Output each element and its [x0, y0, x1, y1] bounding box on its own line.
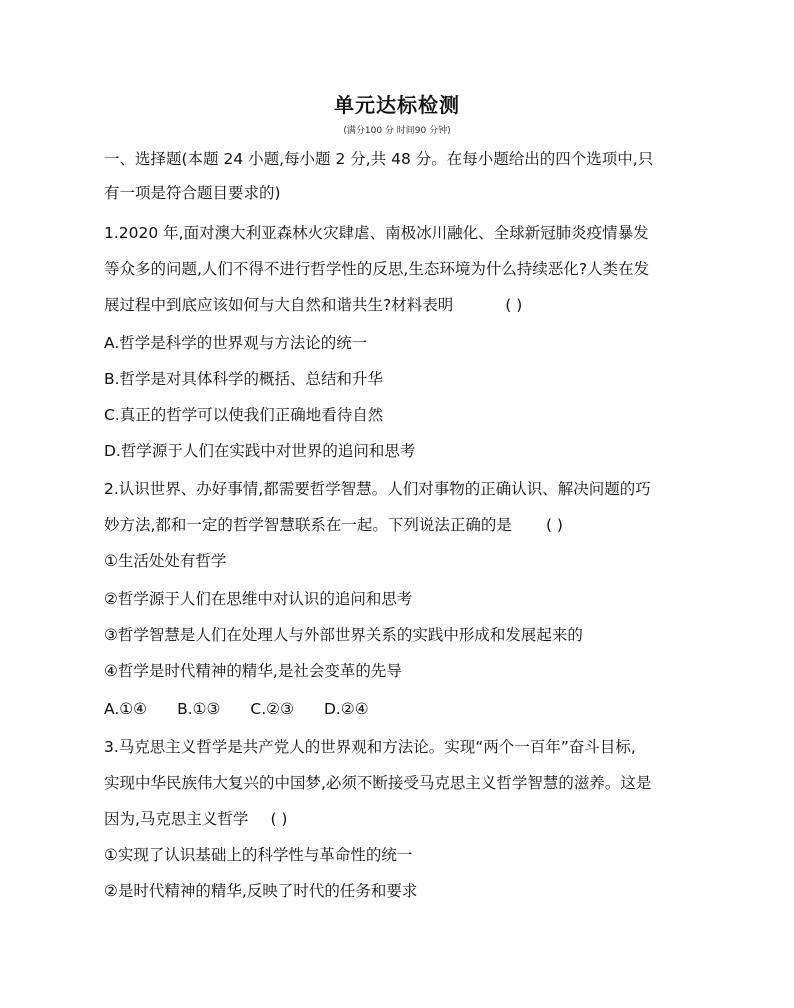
q2-choice-c: C.②③: [250, 700, 294, 718]
q1-stem-line-1: 1.2020 年,面对澳大利亚森林火灾肆虐、南极冰川融化、全球新冠肺炎疫情暴发: [104, 224, 649, 242]
q2-stem-text: 妙方法,都和一定的哲学智慧联系在一起。下列说法正确的是: [104, 516, 512, 534]
q3-stem-line-3: [104, 806, 287, 832]
q3-answer-paren: ( ): [270, 810, 288, 828]
q2-stem-line-2: [104, 512, 563, 538]
q3-stem-line-1: 3.马克思主义哲学是共产党人的世界观和方法论。实现“两个一百年”奋斗目标,: [104, 738, 636, 756]
q2-answer-paren: ( ): [545, 516, 563, 534]
q3-stem-text: 因为,马克思主义哲学: [104, 810, 249, 828]
q2-choice-a: A.①④: [104, 700, 148, 718]
q3-statement-1: ①实现了认识基础上的科学性与革命性的统一: [104, 846, 413, 864]
q1-answer-paren: ( ): [505, 296, 523, 314]
q2-choice-d: D.②④: [323, 700, 369, 718]
q2-statement-2: ②哲学源于人们在思维中对认识的追问和思考: [104, 590, 413, 608]
q2-choice-b: B.①③: [177, 700, 221, 718]
q2-statement-1: ①生活处处有哲学: [104, 552, 227, 570]
q2-choices: [104, 696, 399, 722]
q1-stem-line-3: [104, 292, 522, 318]
section-intro-line-1: 一、选择题(本题 24 小题,每小题 2 分,共 48 分。在每小题给出的四个选项中,只: [104, 150, 654, 168]
page-title: 单元达标检测: [334, 93, 460, 117]
page-subtitle: (满分100 分 时间90 分钟): [343, 126, 451, 136]
q1-option-d: D.哲学源于人们在实践中对世界的追问和思考: [104, 442, 416, 460]
q2-stem-line-1: 2.认识世界、办好事情,都需要哲学智慧。人们对事物的正确认识、解决问题的巧: [104, 480, 651, 498]
q2-statement-4: ④哲学是时代精神的精华,是社会变革的先导: [104, 662, 402, 680]
q2-statement-3: ③哲学智慧是人们在处理人与外部世界关系的实践中形成和发展起来的: [104, 626, 583, 644]
q3-stem-line-2: 实现中华民族伟大复兴的中国梦,必须不断接受马克思主义哲学智慧的滋养。这是: [104, 774, 652, 792]
q1-option-b: B.哲学是对具体科学的概括、总结和升华: [104, 370, 384, 388]
q1-option-c: C.真正的哲学可以使我们正确地看待自然: [104, 406, 384, 424]
q1-stem-text: 展过程中到底应该如何与大自然和谐共生?材料表明: [104, 296, 454, 314]
q3-statement-2: ②是时代精神的精华,反映了时代的任务和要求: [104, 882, 418, 900]
q1-option-a: A.哲学是科学的世界观与方法论的统一: [104, 334, 368, 352]
q1-stem-line-2: 等众多的问题,人们不得不进行哲学性的反思,生态环境为什么持续恶化?人类在发: [104, 260, 650, 278]
section-intro-line-2: 有一项是符合题目要求的): [104, 184, 281, 202]
